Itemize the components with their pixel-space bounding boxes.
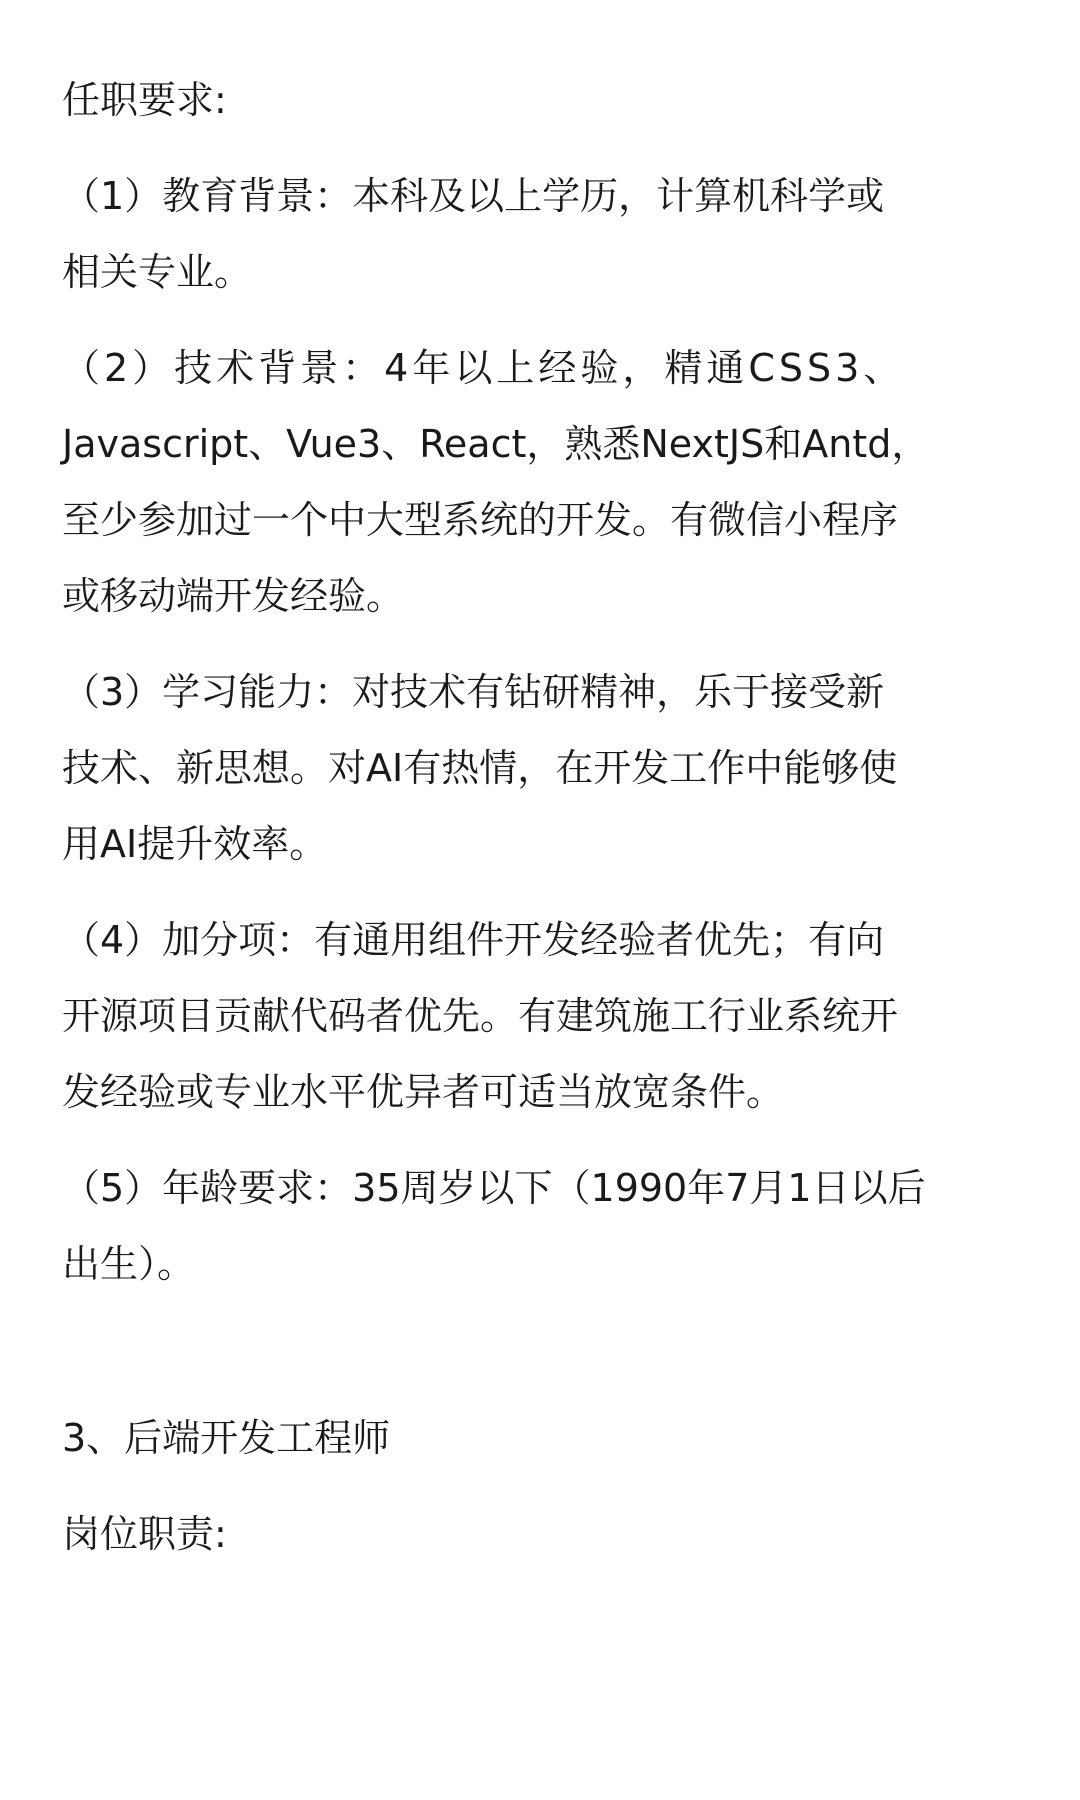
section-title-requirements: 任职要求:	[62, 78, 227, 122]
requirement-5-line-1: （5）年龄要求：35周岁以下（1990年7月1日以后	[62, 1166, 926, 1210]
requirement-4-line-3: 发经验或专业水平优异者可适当放宽条件。	[62, 1070, 785, 1114]
section-title-responsibilities: 岗位职责:	[62, 1512, 227, 1556]
requirement-3-line-2: 技术、新思想。对AI有热情，在开发工作中能够使	[62, 746, 898, 790]
requirement-3-line-1: （3）学习能力：对技术有钻研精神，乐于接受新	[62, 670, 885, 714]
requirement-3-line-3: 用AI提升效率。	[62, 822, 328, 866]
requirement-2-line-3: 至少参加过一个中大型系统的开发。有微信小程序	[62, 498, 899, 542]
requirement-4-line-1: （4）加分项：有通用组件开发经验者优先；有向	[62, 918, 885, 962]
requirement-1-line-2: 相关专业。	[62, 250, 253, 294]
requirement-5-line-2: 出生）。	[62, 1242, 196, 1286]
requirement-4-line-2: 开源项目贡献代码者优先。有建筑施工行业系统开	[62, 994, 899, 1038]
requirement-1-line-1: （1）教育背景：本科及以上学历，计算机科学或	[62, 174, 885, 218]
requirement-2-line-2: Javascript、Vue3、React，熟悉NextJS和Antd，	[62, 422, 930, 466]
requirement-2-line-4: 或移动端开发经验。	[62, 574, 405, 618]
position-title-backend: 3、后端开发工程师	[62, 1416, 391, 1460]
requirement-2-line-1: （2）技术背景：4年以上经验，精通CSS3、	[62, 346, 906, 390]
